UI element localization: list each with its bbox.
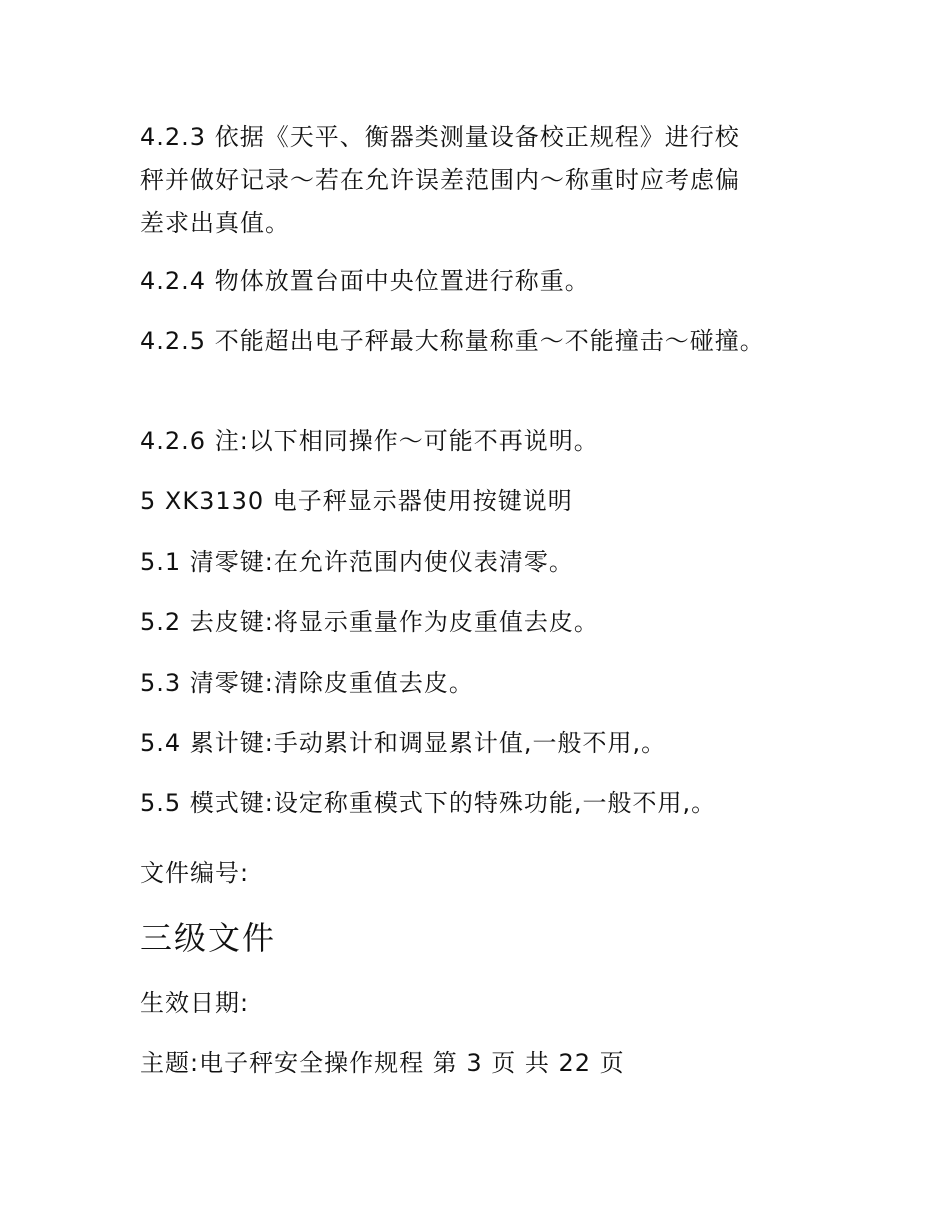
paragraph-5-4: 5.4 累计键:手动累计和调显累计值,一般不用,。: [140, 729, 667, 757]
paragraph-line: 4.2.3 依据《天平、衡器类测量设备校正规程》进行校: [140, 123, 740, 151]
paragraph-5-3: 5.3 清零键:清除皮重值去皮。: [140, 669, 474, 697]
paragraph-4-2-6: 4.2.6 注:以下相同操作～可能不再说明。: [140, 427, 599, 455]
paragraph-4-2-5: 4.2.5 不能超出电子秤最大称量称重～不能撞击～碰撞。: [140, 327, 765, 355]
section-heading-5: 5 XK3130 电子秤显示器使用按键说明: [140, 487, 573, 515]
subject-page-line: 主题:电子秤安全操作规程 第 3 页 共 22 页: [140, 1049, 625, 1077]
paragraph-5-1: 5.1 清零键:在允许范围内使仪表清零。: [140, 548, 574, 576]
document-level-label: 三级文件: [140, 919, 277, 957]
paragraph-5-2: 5.2 去皮键:将显示重量作为皮重值去皮。: [140, 608, 599, 636]
paragraph-line: 差求出真值。: [140, 209, 290, 237]
paragraph-line: 秤并做好记录～若在允许误差范围内～称重时应考虑偏: [140, 166, 740, 194]
paragraph-5-5: 5.5 模式键:设定称重模式下的特殊功能,一般不用,。: [140, 789, 717, 817]
file-number-label: 文件编号:: [140, 859, 250, 887]
paragraph-4-2-3: [140, 116, 830, 245]
paragraph-4-2-4: 4.2.4 物体放置台面中央位置进行称重。: [140, 267, 590, 295]
effective-date-label: 生效日期:: [140, 989, 250, 1017]
